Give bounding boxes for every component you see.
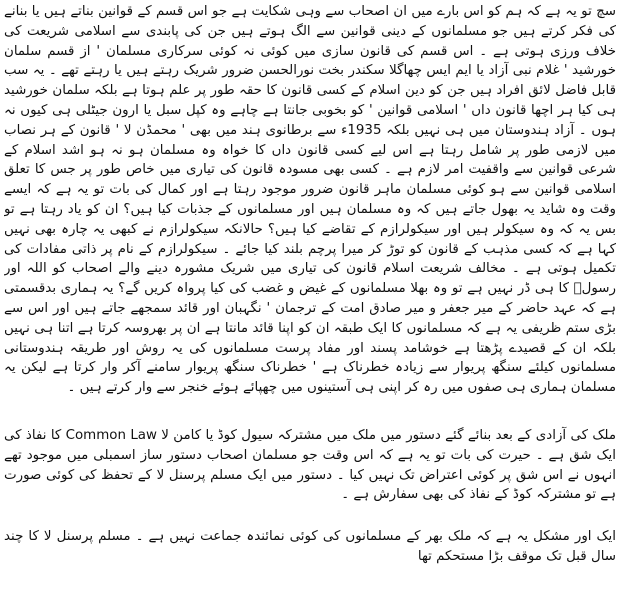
article-paragraph-3: ایک اور مشکل یہ ہے کہ ملک بھر کے مسلمانوں کی کوئی نمائندہ جماعت نہیں ہے ۔ مسلم پرسنل لا کا چند سال قبل تک موقف بڑا مستحکم تھا xyxy=(4,529,616,564)
article-paragraph-2: ملک کی آزادی کے بعد بنائے گئے دستور میں ملک میں مشترکہ سیول کوڈ یا کامن لا Common Law کا نفاذ کی ایک شق ہے ۔ حیرت کی بات تو یہ ہے کہ اس وقت جو مسلمان اصحاب دستور ساز اسمبلی میں موجود تھے انہوں نے اس شق پر کوئی اعتراض تک نہیں کیا ۔ دستور میں ایک مسلم پرسنل لا کے تحفظ کی کوئی صورت ہے تو مشترکہ کوڈ کے نفاذ کی بھی سفارش ہے ۔ xyxy=(4,427,616,503)
article-page xyxy=(4,2,616,592)
article-paragraph-1: سچ تو یہ ہے کہ ہم کو اس بارے میں ان اصحاب سے وہی شکایت ہے جو اس قسم کے قوانین بناتے ہیں یا بنانے کی فکر کرتے ہیں جو مسلمانوں کے دینی قوانین سے الگ ہوتے ہیں جن کی پابندی سے اسلامی شریعت کی خلاف ورزی ہوتی ہے ۔ اس قسم کی قانون سازی میں کوئی نہ کوئی سرکاری مسلمان ' از قسم سلمان خورشید ' غلام نبی آزاد یا ایم ایس چھاگلا سکندر بخت نورالحسن ضرور شریک رہتے ہیں یا رہتے تھے ۔ یہ سب قابل فاضل لائق افراد ہیں جن کو دین اسلام کے کسی قانون کا حقہ طور پر علم ہوتا ہے بلکہ سلمان خورشید ہی کیا ہر اچھا قانون داں ' اسلامی قوانین ' کو بخوبی جانتا ہے چاہے وہ کپل سبل یا ارون جیٹلی ہی کیوں نہ ہوں ۔ آزاد ہندوستان میں ہی نہیں بلکہ 1935ء سے برطانوی ہند میں بھی ' محمڈن لا ' قانون کے ہر نصاب میں لازمی طور پر شامل رہتا ہے اس لیے کسی قانون داں کا خواہ وہ مسلمان ہو نہ ہو اشد اسلام کے شرعی قوانین سے واقفیت امر لازم ہے ۔ کسی بھی مسودہ قانون کی تیاری میں خاص طور پر جس کا تعلق اسلامی قوانین سے ہو کوئی مسلمان ماہر قانون ضرور موجود رہتا ہے اور کمال کی بات تو یہ ہے کہ ایسے وقت وہ شاید یہ بھول جاتے ہیں کہ وہ مسلمان ہیں اور مسلمانوں کے جذبات کیا ہیں؟ ان کو یاد رہتا ہے تو بس یہ کہ وہ سیکولر ہیں اور سیکولرازم کے تقاضے کیا ہیں؟ حالانکہ سیکولرازم نے کبھی یہ چارہ بھی نہیں کہا ہے کہ کسی مذہب کے قانون کو توڑ کر میرا پرچم بلند کیا جائے ۔ سیکولرازم کے نام پر ذاتی مفادات کی تکمیل ہوتی ہے ۔ مخالف شریعت اسلام قانون کی تیاری میں شریک مشورہ دینے والے اصحاب کو اللہ اور رسولؐ کا ہی ڈر نہیں ہے تو وہ بھلا مسلمانوں کے غیض و غضب کی کیا پرواہ کریں گے؟ یہ ہماری بدقسمتی ہے کہ عہد حاضر کے میر جعفر و میر صادق امت کے ترجمان ' نگہبان اور قائد سمجھے جاتے ہیں اور اس سے بڑی ستم ظریفی یہ ہے کہ مسلمانوں کا ایک طبقہ ان کو اپنا قائد مانتا ہے ان پر بھروسہ کرتا ہے اتنا ہی نہیں بلکہ ان کے قصیدے پڑھتا ہے خوشامد پسند اور مفاد پرست مسلمانوں کی یہ روش اور طریقہ ہندوستانی مسلمانوں کیلئے سنگھ پریوار سے زیادہ خطرناک ہے ' خطرناک سنگھ پریوار سامنے آکر وار کرتا ہے لیکن یہ مسلمان ہماری ہی صفوں میں رہ کر اپنی ہی آستینوں میں چھپائے ہوئے خنجر سے وار کرتے ہیں ۔ xyxy=(4,4,616,396)
